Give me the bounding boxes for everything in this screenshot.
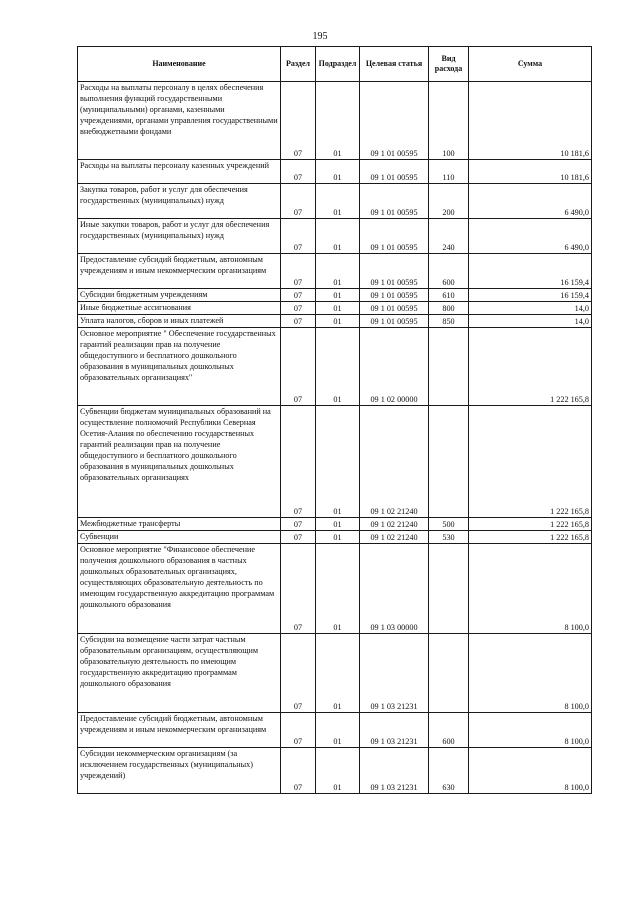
cell-target: 09 1 03 21231	[360, 634, 429, 713]
cell-section: 07	[281, 184, 316, 219]
cell-target: 09 1 02 00000	[360, 328, 429, 406]
cell-type	[429, 406, 469, 518]
cell-target: 09 1 01 00595	[360, 302, 429, 315]
cell-type: 530	[429, 531, 469, 544]
cell-subsection: 01	[316, 289, 360, 302]
cell-name: Уплата налогов, сборов и иных платежей	[78, 315, 281, 328]
cell-type: 100	[429, 82, 469, 160]
cell-type: 110	[429, 160, 469, 184]
cell-sum: 6 490,0	[469, 184, 592, 219]
cell-type: 240	[429, 219, 469, 254]
table-row	[78, 634, 592, 713]
cell-sum: 16 159,4	[469, 254, 592, 289]
cell-section: 07	[281, 289, 316, 302]
cell-subsection: 01	[316, 634, 360, 713]
header-name: Наименование	[78, 47, 281, 82]
cell-sum: 10 181,6	[469, 160, 592, 184]
cell-target: 09 1 01 00595	[360, 315, 429, 328]
table-row	[78, 254, 592, 289]
cell-type: 200	[429, 184, 469, 219]
cell-target: 09 1 01 00595	[360, 219, 429, 254]
cell-sum: 1 222 165,8	[469, 328, 592, 406]
cell-subsection: 01	[316, 82, 360, 160]
cell-subsection: 01	[316, 302, 360, 315]
cell-target: 09 1 02 21240	[360, 406, 429, 518]
cell-type: 600	[429, 713, 469, 748]
cell-type: 610	[429, 289, 469, 302]
cell-target: 09 1 03 21231	[360, 748, 429, 794]
table-row	[78, 328, 592, 406]
cell-target: 09 1 01 00595	[360, 82, 429, 160]
cell-section: 07	[281, 328, 316, 406]
cell-subsection: 01	[316, 713, 360, 748]
cell-section: 07	[281, 748, 316, 794]
header-target: Целевая статья	[360, 47, 429, 82]
cell-subsection: 01	[316, 315, 360, 328]
cell-target: 09 1 02 21240	[360, 531, 429, 544]
cell-name: Субвенции	[78, 531, 281, 544]
cell-name: Предоставление субсидий бюджетным, автономным учреждениям и иным некоммерческим организациям	[78, 713, 281, 748]
cell-name: Закупка товаров, работ и услуг для обеспечения государственных (муниципальных) нужд	[78, 184, 281, 219]
cell-sum: 6 490,0	[469, 219, 592, 254]
cell-section: 07	[281, 219, 316, 254]
cell-subsection: 01	[316, 160, 360, 184]
cell-name: Иные бюджетные ассигнования	[78, 302, 281, 315]
cell-subsection: 01	[316, 518, 360, 531]
cell-name: Основное мероприятие "Финансовое обеспечение получения дошкольного образования в частных дошкольных образовательных организациях, осуществляющих образовательную деятельность по имеющим государственную аккредитацию программам дошкольного образования	[78, 544, 281, 634]
cell-sum: 14,0	[469, 315, 592, 328]
cell-sum: 8 100,0	[469, 748, 592, 794]
table-body	[78, 82, 592, 794]
budget-table	[77, 46, 592, 794]
cell-subsection: 01	[316, 748, 360, 794]
header-subsection: Подраздел	[316, 47, 360, 82]
cell-subsection: 01	[316, 254, 360, 289]
table-row	[78, 406, 592, 518]
cell-type: 630	[429, 748, 469, 794]
cell-sum: 16 159,4	[469, 289, 592, 302]
table-row	[78, 531, 592, 544]
cell-sum: 8 100,0	[469, 544, 592, 634]
cell-type: 600	[429, 254, 469, 289]
cell-sum: 14,0	[469, 302, 592, 315]
cell-sum: 1 222 165,8	[469, 406, 592, 518]
cell-section: 07	[281, 302, 316, 315]
header-section: Раздел	[281, 47, 316, 82]
cell-target: 09 1 02 21240	[360, 518, 429, 531]
cell-target: 09 1 01 00595	[360, 160, 429, 184]
cell-sum: 8 100,0	[469, 634, 592, 713]
table-row	[78, 302, 592, 315]
cell-section: 07	[281, 544, 316, 634]
cell-name: Предоставление субсидий бюджетным, автономным учреждениям и иным некоммерческим организациям	[78, 254, 281, 289]
table-row	[78, 82, 592, 160]
cell-subsection: 01	[316, 544, 360, 634]
cell-name: Основное мероприятие " Обеспечение государственных гарантий реализации прав на получение общедоступного и бесплатного дошкольного образования в муниципальных дошкольных образовательных организациях"	[78, 328, 281, 406]
cell-target: 09 1 01 00595	[360, 254, 429, 289]
cell-sum: 10 181,6	[469, 82, 592, 160]
cell-name: Расходы на выплаты персоналу в целях обеспечения выполнения функций государственными (муниципальными) органами, казенными учреждениями, органами управления государственными внебюджетными фондами	[78, 82, 281, 160]
cell-name: Расходы на выплаты персоналу казенных учреждений	[78, 160, 281, 184]
table-row	[78, 219, 592, 254]
cell-section: 07	[281, 713, 316, 748]
cell-subsection: 01	[316, 328, 360, 406]
table-row	[78, 184, 592, 219]
table-row	[78, 315, 592, 328]
cell-type: 800	[429, 302, 469, 315]
cell-section: 07	[281, 518, 316, 531]
cell-target: 09 1 01 00595	[360, 184, 429, 219]
cell-section: 07	[281, 315, 316, 328]
cell-sum: 1 222 165,8	[469, 531, 592, 544]
table-row	[78, 518, 592, 531]
table-row	[78, 160, 592, 184]
cell-target: 09 1 03 00000	[360, 544, 429, 634]
cell-name: Субсидии некоммерческим организациям (за исключением государственных (муниципальных) учреждений)	[78, 748, 281, 794]
cell-type: 500	[429, 518, 469, 531]
cell-type	[429, 328, 469, 406]
cell-name: Субсидии бюджетным учреждениям	[78, 289, 281, 302]
cell-name: Субсидии на возмещение части затрат частным образовательным организациям, осуществляющим образовательную деятельность по имеющим государственную аккредитацию программам дошкольного образования	[78, 634, 281, 713]
cell-type: 850	[429, 315, 469, 328]
header-type: Вид расхода	[429, 47, 469, 82]
cell-subsection: 01	[316, 531, 360, 544]
header-sum: Сумма	[469, 47, 592, 82]
cell-name: Субвенции бюджетам муниципальных образований на осуществление полномочий Республики Северная Осетия-Алания по обеспечению государственных гарантий реализации прав на получение общедоступного и бесплатного дошкольного образования в муниципальных дошкольных образовательных организациях	[78, 406, 281, 518]
table-row	[78, 713, 592, 748]
cell-subsection: 01	[316, 184, 360, 219]
cell-name: Межбюджетные трансферты	[78, 518, 281, 531]
cell-subsection: 01	[316, 219, 360, 254]
cell-section: 07	[281, 634, 316, 713]
page-number: 195	[312, 31, 328, 42]
table-row	[78, 289, 592, 302]
cell-sum: 1 222 165,8	[469, 518, 592, 531]
table-header-row	[78, 47, 592, 82]
cell-section: 07	[281, 254, 316, 289]
cell-section: 07	[281, 406, 316, 518]
cell-sum: 8 100,0	[469, 713, 592, 748]
cell-section: 07	[281, 160, 316, 184]
cell-section: 07	[281, 531, 316, 544]
cell-target: 09 1 01 00595	[360, 289, 429, 302]
table-row	[78, 748, 592, 794]
table-row	[78, 544, 592, 634]
cell-name: Иные закупки товаров, работ и услуг для обеспечения государственных (муниципальных) нужд	[78, 219, 281, 254]
cell-type	[429, 634, 469, 713]
cell-section: 07	[281, 82, 316, 160]
cell-type	[429, 544, 469, 634]
cell-subsection: 01	[316, 406, 360, 518]
cell-target: 09 1 03 21231	[360, 713, 429, 748]
